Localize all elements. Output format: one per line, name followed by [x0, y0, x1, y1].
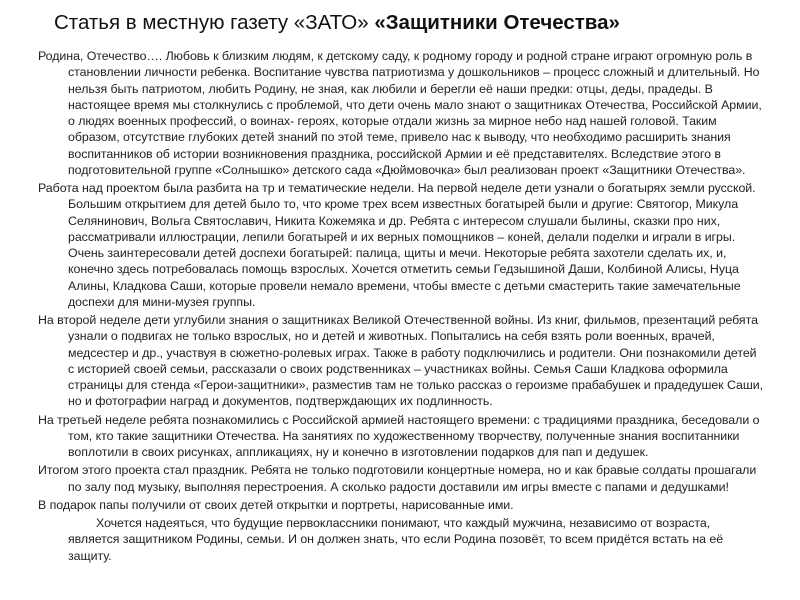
paragraph-week-one: Работа над проектом была разбита на тр и тематические недели. На первой неделе дети узнали о богатырях земли русской. Большим открытием для детей было то, что кроме трех всем известных богатырей были и другие: Святогор, Микула Селянинович, Вольга Святославич, Никита Кожемяка и др. Ребята с интересом слушали былины, сказки про них, рассматривали иллюстрации, лепили богатырей и их верных помощников – коней, делали поделки и играли в игры. Очень заинтересовали детей доспехи богатырей: палица, щиты и мечи. Некоторые ребята захотели сделать их, и, конечно здесь потребовалась помощь взрослых. Хочется отметить семьи Гедзышиной Даши, Колбиной Алисы, Нуца Алины, Кладкова Саши, которые провели немало времени, чтобы вместе с детьми смастерить такие замечательные доспехи для мини-музея группы. — [38, 181, 756, 309]
article-body — [38, 48, 764, 566]
paragraph-conclusion: Хочется надеяться, что будущие первоклассники понимают, что каждый мужчина, независимо от возраста, является защитником Родины, семьи. И он должен знать, что если Родина позовёт, то всем придётся встать на её защиту. — [68, 516, 724, 563]
paragraph-result: Итогом этого проекта стал праздник. Ребята не только подготовили концертные номера, но и как бравые солдаты прошагали по залу под музыку, выполняя перестроения. А сколько радости доставили им игры вместе с папами и дедушками! — [38, 463, 757, 494]
paragraph-week-three: На третьей неделе ребята познакомились с Российской армией настоящего времени: с традициями праздника, беседовали о том, кто такие защитники Отечества. На занятиях по художественному творчеству, полученные знания воспитанники воплотили в своих рисунках, аппликациях, ну и конечно в изготовлении подарков для пап и дедушек. — [38, 412, 760, 459]
title-prefix: Статья в местную газету «ЗАТО» — [54, 11, 369, 34]
article-title — [54, 8, 794, 38]
title-project-name: «Защитники Отечества» — [374, 11, 620, 34]
paragraph-intro: Родина, Отечество…. Любовь к близким людям, к детскому саду, к родному городу и родной стране играют огромную роль в становлении личности ребенка. Воспитание чувства патриотизма у дошкольников – процесс сложный и длительный. Но нельзя быть патриотом, любить Родину, не зная, как любили и берегли её наши предки: отцы, деды, прадеды. В настоящее время мы столкнулись с проблемой, что дети очень мало знают о защитниках Отечества, Российской Армии, о людях военных профессий, о воинах- героях, которые отдали жизнь за мирное небо над нашей головой. Таким образом, отсутствие глубоких детей знаний по этой теме, привело нас к выводу, что необходимо расширить знания воспитанников об истории возникновения праздника, российской Армии и её представителях. Вследствие этого в подготовительной группе «Солнышко» детского сада «Дюймовочка» был реализован проект «Защитники Отечества». — [38, 49, 762, 177]
paragraph-week-two: На второй неделе дети углубили знания о защитниках Великой Отечественной войны. Из книг, фильмов, презентаций ребята узнали о подвигах не только взрослых, но и детей и животных. Попытались на себя взять роли военных, врачей, медсестер и др., участвуя в сюжетно-ролевых играх. Также в работу подключились и родители. Они познакомили детей с историей своей семьи, рассказали о своих родственниках – участниках войны. Семья Саши Кладкова оформила страницы для стенда «Герои-защитники», разместив там не только рассказ о героизме прабабушек и прадедушек Саши, но и фотографии наград и документов, подтверждающих их подлинность. — [38, 313, 764, 409]
paragraph-gifts: В подарок папы получили от своих детей открытки и портреты, нарисованные ими. — [38, 497, 514, 512]
